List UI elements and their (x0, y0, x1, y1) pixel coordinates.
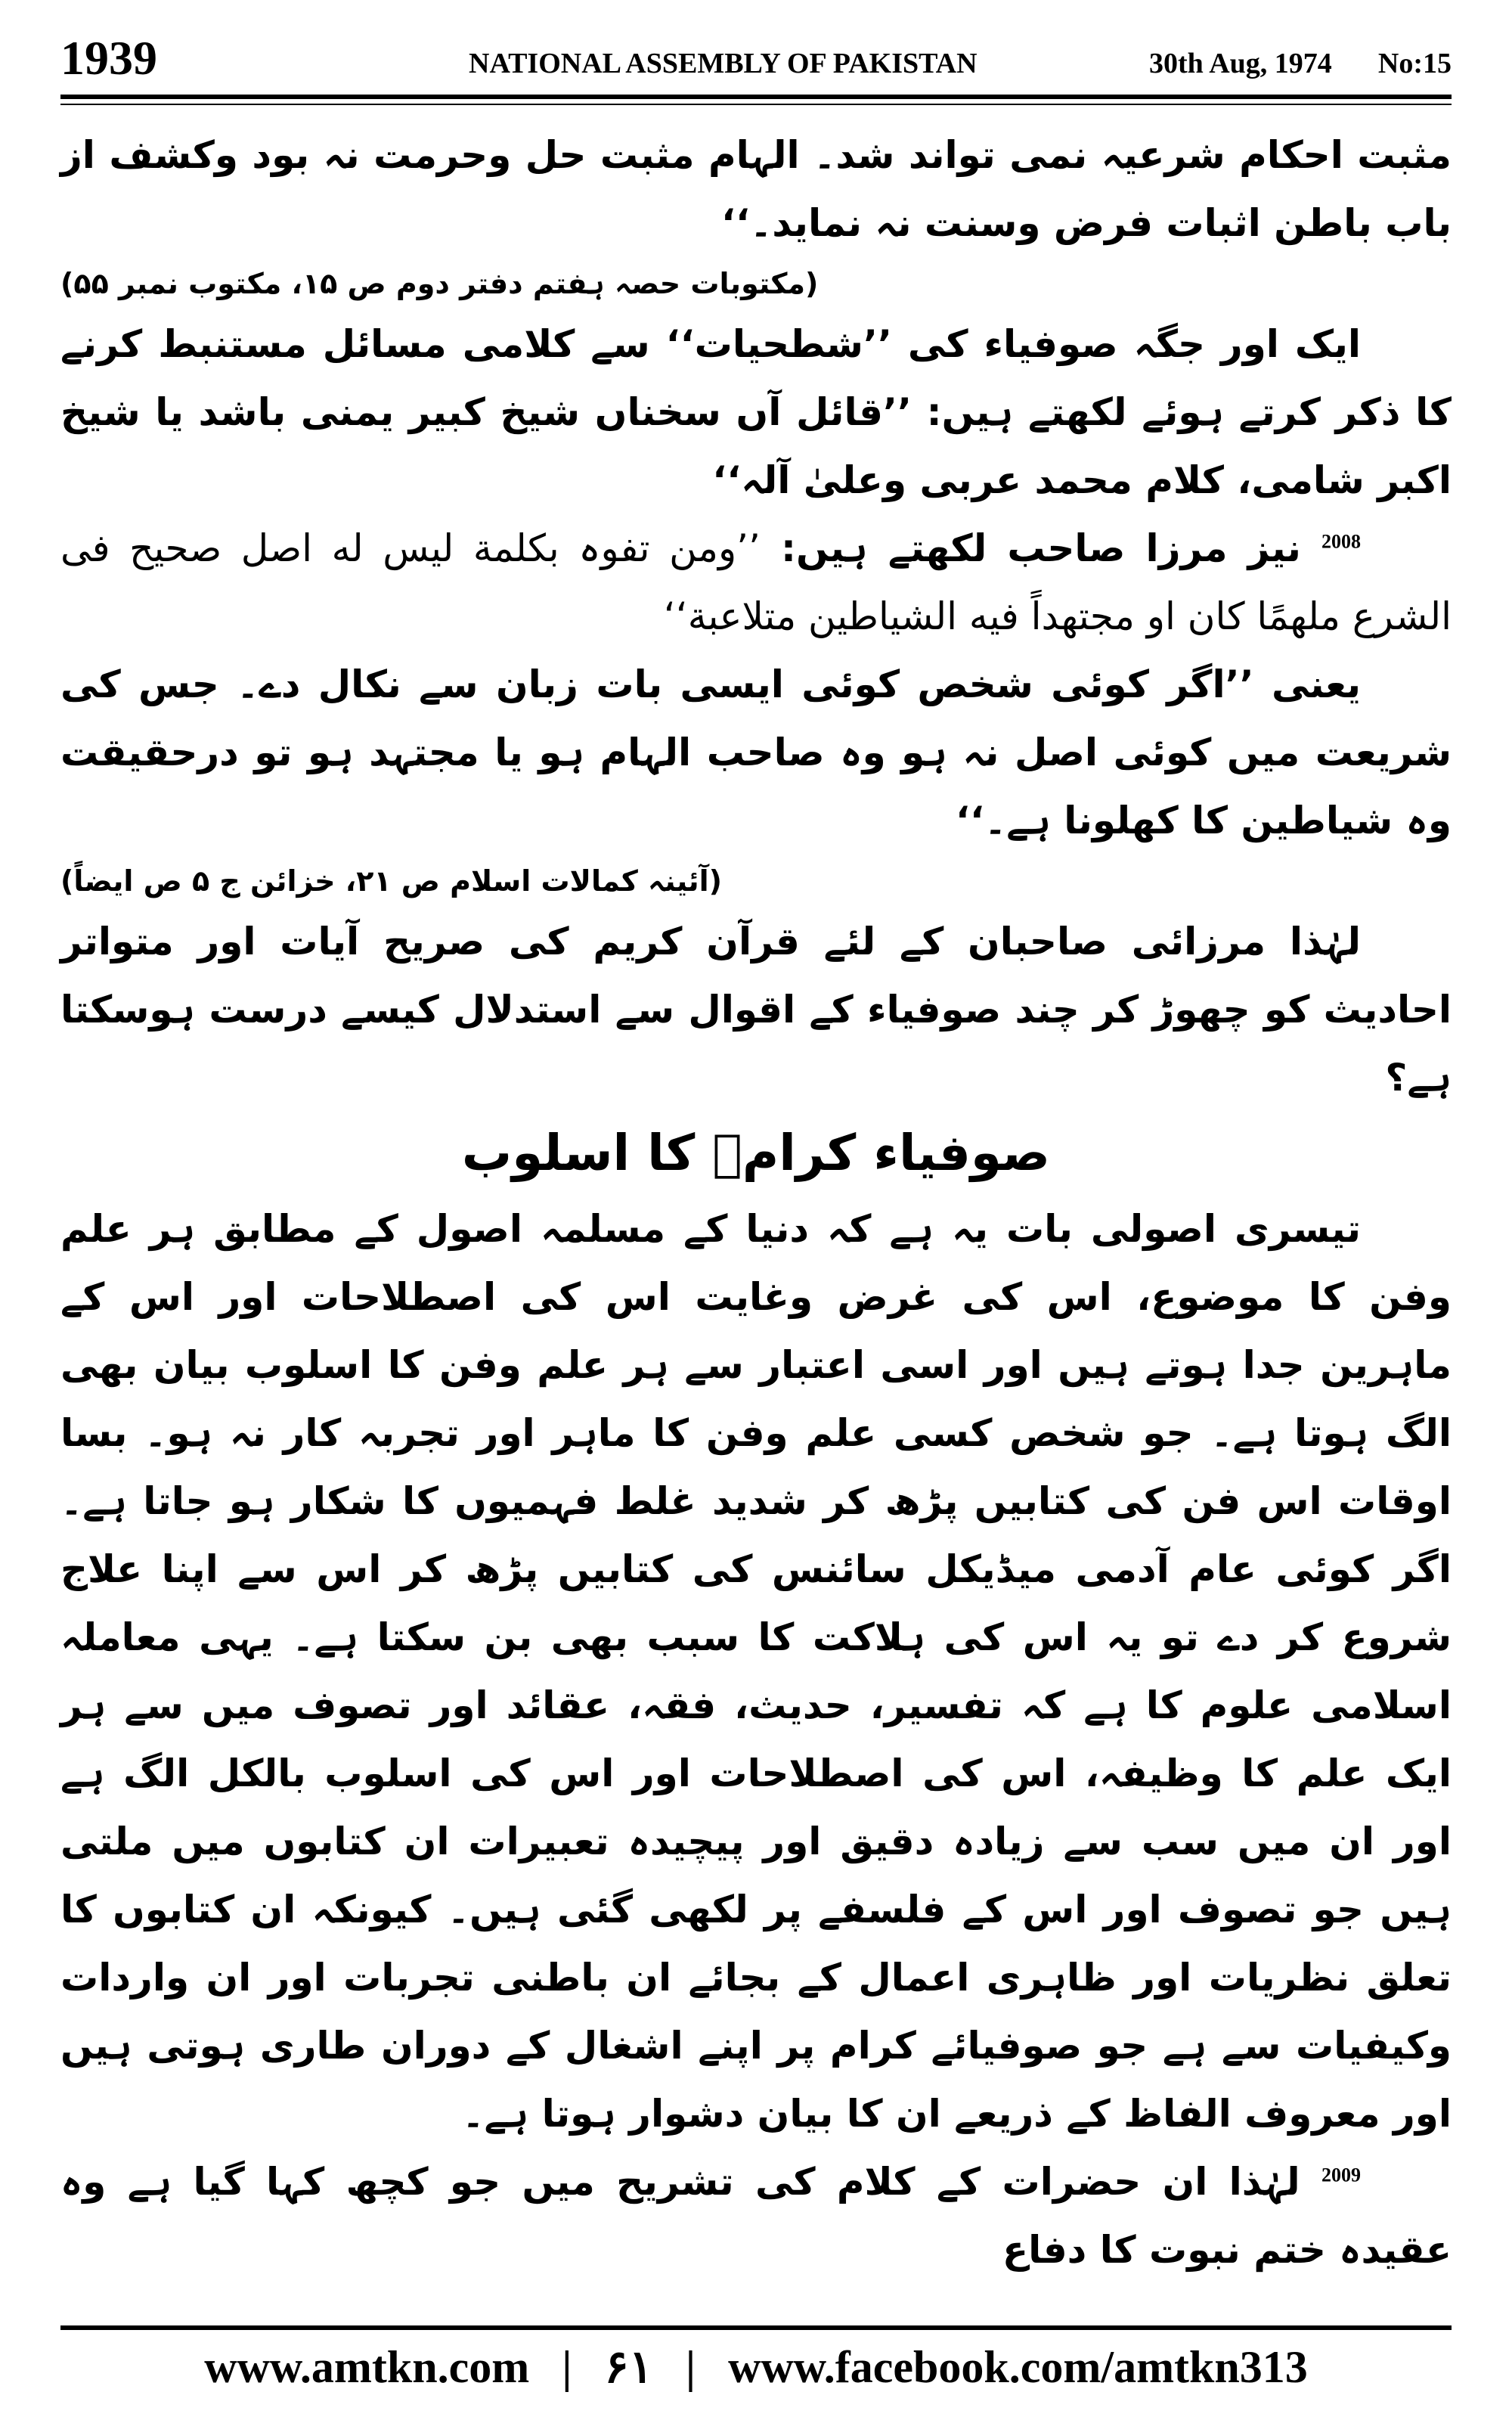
footer-rule (60, 2325, 1452, 2330)
body-text (60, 121, 1452, 2284)
citation-1: (مکتوبات حصہ ہفتم دفتر دوم ص ۱۵، مکتوب نمبر ۵۵) (60, 267, 819, 300)
footer-separator-right: | (685, 2342, 696, 2392)
footer-website-link[interactable]: www.amtkn.com (204, 2342, 530, 2392)
header-rule-thin (60, 104, 1452, 105)
header-title: NATIONAL ASSEMBLY OF PAKISTAN (469, 48, 978, 79)
header-issue-number: No:15 (1377, 48, 1452, 79)
arabic-quote: ’’ومن تفوہ بکلمة لیس له اصل صحیح فی الشرع ملهمًا کان او مجتهداً فیه الشیاطین متلاعبة‘‘ (60, 526, 1452, 638)
page-header (60, 30, 1452, 91)
paragraph-6: تیسری اصولی بات یہ ہے کہ دنیا کے مسلمہ اصول کے مطابق ہر علم وفن کا موضوع، اس کی غرض وغایت اس کی اصطلاحات اور اس کے ماہرین جدا ہوتے ہیں اور اسی اعتبار سے ہر علم وفن کا اسلوب بیان بھی الگ ہوتا ہے۔ جو شخص کسی علم وفن کا ماہر اور تجربہ کار نہ ہو۔ بسا اوقات اس فن کی کتابیں پڑھ کر شدید غلط فہمیوں کا شکار ہو جاتا ہے۔ اگر کوئی عام آدمی میڈیکل سائنس کی کتابیں پڑھ کر اس سے اپنا علاج شروع کر دے تو یہ اس کی ہلاکت کا سبب بھی بن سکتا ہے۔ یہی معاملہ اسلامی علوم کا ہے کہ تفسیر، حدیث، فقہ، عقائد اور تصوف میں سے ہر ایک علم کا وظیفہ، اس کی اصطلاحات اور اس کی اسلوب بالکل الگ ہے اور ان میں سب سے زیادہ دقیق اور پیچیدہ تعبیرات ان کتابوں میں ملتی ہیں جو تصوف اور اس کے فلسفے پر لکھی گئی ہیں۔ کیونکہ ان کتابوں کا تعلق نظریات اور ظاہری اعمال کے بجائے ان باطنی تجربات اور ان واردات وکیفیات سے ہے جو صوفیائے کرام پر اپنے اشغال کے دوران طاری ہوتی ہیں اور معروف الفاظ کے ذریعے ان کا بیان دشوار ہوتا ہے۔ (60, 1207, 1452, 2136)
paragraph-2: ایک اور جگہ صوفیاء کی ’’شطحیات‘‘ سے کلامی مسائل مستنبط کرنے کا ذکر کرتے ہوئے لکھتے ہیں: ’’قائل آں سخناں شیخ کبیر یمنی باشد یا شیخ اکبر شامی، کلام محمد عربی وعلیٰ آلہ‘‘ (60, 322, 1452, 502)
page-number: 1939 (60, 31, 157, 85)
footer-facebook-link[interactable]: www.facebook.com/amtkn313 (728, 2342, 1308, 2392)
footnote-marker-2008: 2008 (1321, 530, 1361, 553)
footer-page-number: ۶۱ (604, 2342, 653, 2392)
paragraph-3 (60, 514, 1452, 650)
header-rule-thick (60, 95, 1452, 99)
section-heading: صوفیاء کرامؒ کا اسلوب (461, 1124, 1051, 1182)
paragraph-4: یعنی ’’اگر کوئی شخص کوئی ایسی بات زبان سے نکال دے۔ جس کی شریعت میں کوئی اصل نہ ہو وہ صاحب الہام ہو یا مجتہد ہو تو درحقیقت وہ شیاطین کا کھلونا ہے۔‘‘ (60, 662, 1452, 842)
paragraph-5: لہٰذا مرزائی صاحبان کے لئے قرآن کریم کی صریح آیات اور متواتر احادیث کو چھوڑ کر چند صوفیاء کے اقوال سے استدلال کیسے درست ہوسکتا ہے؟ (60, 920, 1452, 1100)
paragraph-7-text: لہٰذا ان حضرات کے کلام کی تشریح میں جو کچھ کہا گیا ہے وہ عقیدہ ختم نبوت کا دفاع (60, 2160, 1452, 2272)
paragraph-1: مثبت احکام شرعیہ نمی تواند شد۔ الہام مثبت حل وحرمت نہ بود وکشف از باب باطن اثبات فرض وسنت نہ نماید۔‘‘ (60, 133, 1452, 245)
paragraph-3-intro: نیز مرزا صاحب لکھتے ہیں: (780, 526, 1301, 570)
footer-separator-left: | (562, 2342, 572, 2392)
citation-2: (آئینہ کمالات اسلام ص ۲۱، خزائن ج ۵ ص ایضاً) (60, 864, 722, 898)
header-date: 30th Aug, 1974 (1149, 48, 1332, 79)
footnote-marker-2009: 2009 (1321, 2164, 1361, 2186)
paragraph-7 (60, 2148, 1452, 2284)
page-footer (60, 2341, 1452, 2401)
